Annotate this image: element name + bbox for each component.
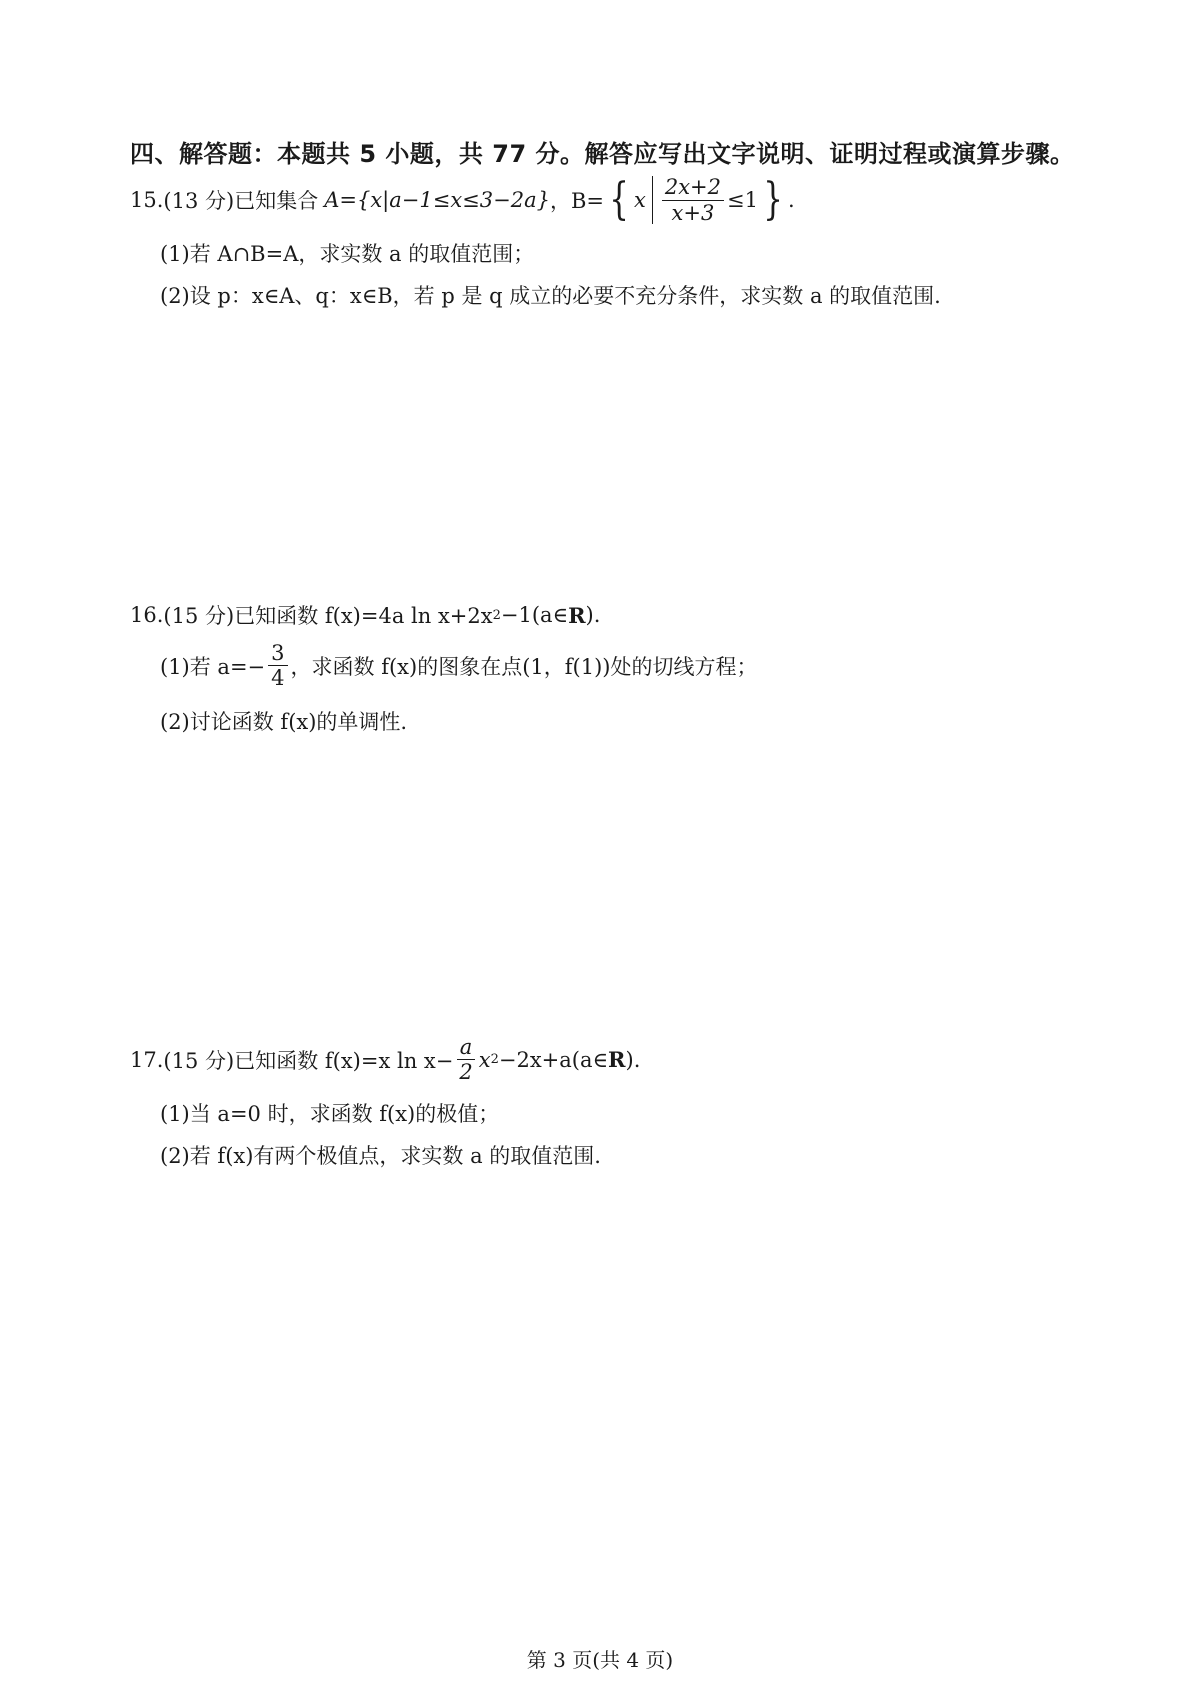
- left-brace: {: [609, 174, 629, 225]
- q16-stem-close: ).: [585, 603, 601, 627]
- q17-fraction: [456, 1036, 475, 1083]
- q17-stem-tail: −2x+a(a∈: [498, 1047, 609, 1072]
- q15-set-a: A={x|a−1≤x≤3−2a}: [324, 188, 550, 212]
- q17-frac-num: a: [457, 1036, 476, 1060]
- q15-score: (13 分): [163, 189, 235, 213]
- q17-real-set: R: [608, 1047, 626, 1073]
- q15-frac-den: x+3: [671, 200, 715, 225]
- q16-part1-prefix: (1)若 a=−: [160, 654, 266, 679]
- set-bar: [652, 176, 653, 224]
- q15-fraction: [662, 176, 724, 223]
- q17-number: 17.: [130, 1047, 164, 1072]
- q16-stem-text: 已知函数 f(x)=4a ln x+2x: [234, 604, 493, 628]
- q17-frac-den: 2: [459, 1060, 473, 1085]
- q16-part1-suffix: ，求函数 f(x)的图象在点(1，f(1))处的切线方程；: [290, 654, 758, 679]
- q15-part1: (1)若 A∩B=A，求实数 a 的取值范围；: [160, 242, 535, 266]
- q17-sup: 2: [490, 1052, 499, 1068]
- q15-stem: [130, 176, 795, 224]
- q16-score: (15 分): [163, 604, 235, 628]
- q15-set-b-prefix: ，B=: [549, 189, 604, 213]
- q16-frac-den: 4: [271, 666, 285, 691]
- q15-end: .: [787, 188, 795, 212]
- q17-stem-text: 已知函数 f(x)=x ln x−: [234, 1048, 454, 1073]
- q16-part2: (2)讨论函数 f(x)的单调性.: [160, 710, 408, 734]
- q16-frac-num: 3: [268, 642, 287, 666]
- page-footer: 第 3 页(共 4 页): [526, 1648, 674, 1672]
- q16-part1: [160, 642, 757, 689]
- q16-fraction: [268, 642, 287, 689]
- q17-stem-close: ).: [625, 1047, 641, 1072]
- section-title: 四、解答题：本题共 5 小题，共 77 分。解答应写出文字说明、证明过程或演算步骤。: [130, 140, 1075, 168]
- q15-le-one: ≤1: [727, 188, 758, 212]
- q15-number: 15.: [130, 188, 164, 212]
- q15-part2: (2)设 p：x∈A、q：x∈B，若 p 是 q 成立的必要不充分条件，求实数 a 的取值范围.: [160, 284, 941, 308]
- q16-number: 16.: [130, 603, 164, 627]
- q17-stem-mid: x: [478, 1047, 491, 1072]
- q16-real-set: R: [568, 602, 586, 628]
- q16-stem: [130, 600, 600, 630]
- q17-stem: [130, 1036, 640, 1083]
- q15-frac-num: 2x+2: [662, 176, 724, 200]
- q15-stem-text: 已知集合: [234, 189, 319, 213]
- right-brace: }: [763, 174, 783, 225]
- q16-sup: 2: [492, 607, 501, 623]
- q17-part2: (2)若 f(x)有两个极值点，求实数 a 的取值范围.: [160, 1144, 601, 1168]
- q17-part1: (1)当 a=0 时，求函数 f(x)的极值；: [160, 1102, 500, 1126]
- q17-score: (15 分): [163, 1048, 235, 1073]
- q16-stem-tail: −1(a∈: [500, 603, 569, 627]
- q15-var-x: x: [633, 188, 646, 212]
